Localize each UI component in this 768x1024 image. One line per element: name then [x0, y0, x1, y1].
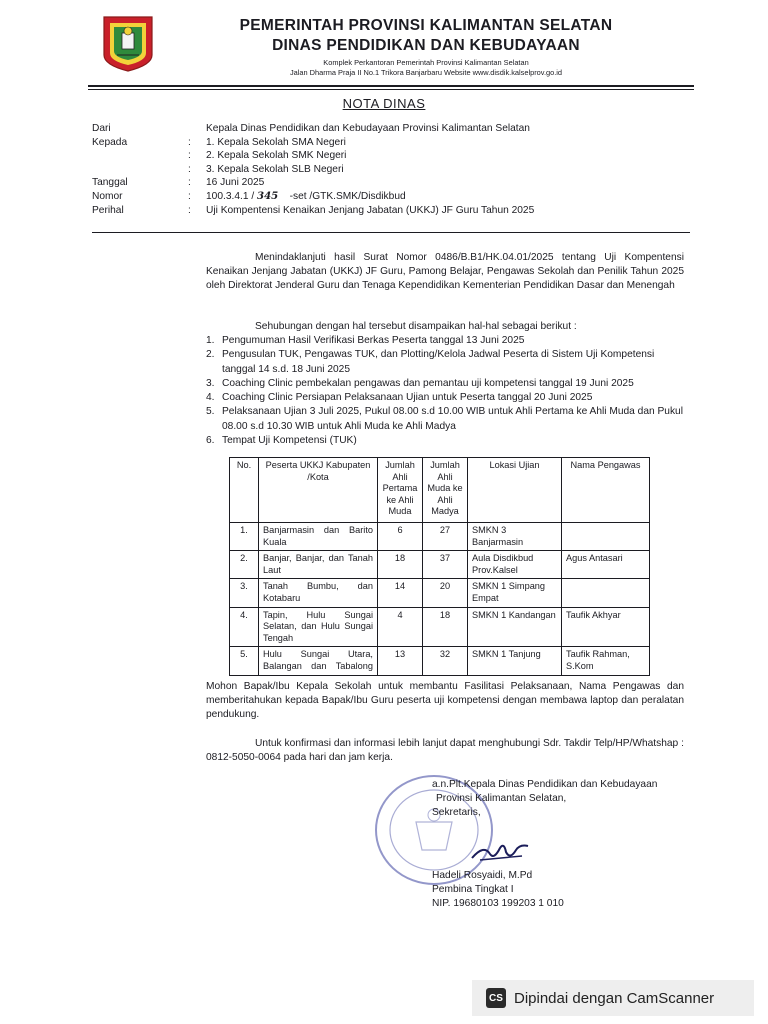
camscanner-badge — [472, 980, 754, 1016]
subject-value: Uji Kompentensi Kenaikan Jenjang Jabatan (UKKJ) JF Guru Tahun 2025 — [206, 204, 535, 216]
paragraph-intro: Menindaklanjuti hasil Surat Nomor 0486/B.B1/HK.04.01/2025 tentang Uji Kompentensi Kenaikan Jenjang Jabatan (UKKJ) JF Guru, Pamong Belajar, Pengawas Sekolah dan Penilik Tahun 2025 oleh Direktorat Jenderal Guru dan Tenaga Kependidikan Kementerian Pendidikan Dasar dan Menengah — [206, 252, 684, 292]
list-item: 6. Tempat Uji Kompetensi (TUK) — [206, 435, 357, 447]
table-row: 4. Tapin, Hulu Sungai Selatan, dan Hulu Sungai Tengah 4 18 SMKN 1 Kandangan Taufik Akhyar — [230, 607, 650, 647]
number-prefix: 100.3.4.1 / — [206, 190, 255, 202]
col-header-supervisor: Nama Pengawas — [562, 458, 650, 523]
col-header-location: Lokasi Ujian — [468, 458, 562, 523]
province-emblem-icon — [100, 15, 156, 73]
camscanner-logo-icon: CS — [486, 988, 506, 1008]
signature-province: Provinsi Kalimantan Selatan, — [436, 793, 567, 805]
colon: : — [188, 177, 191, 189]
list-item: 1. Pengumuman Hasil Verifikasi Berkas Peserta tanggal 13 Juni 2025 — [206, 335, 525, 346]
table-header-row — [230, 458, 650, 523]
camscanner-text: Dipindai dengan CamScanner — [514, 989, 715, 1007]
col-header-count-pertama: Jumlah Ahli Pertama ke Ahli Muda — [378, 458, 423, 523]
colon: : — [188, 163, 191, 175]
table-row: 2. Banjar, Banjar, dan Tanah Laut 18 37 Aula Disdikbud Prov.Kalsel Agus Antasari — [230, 551, 650, 579]
from-value: Kepala Dinas Pendidikan dan Kebudayaan Provinsi Kalimantan Selatan — [206, 123, 530, 134]
signatory-nip: NIP. 19680103 199203 1 010 — [432, 898, 564, 910]
signatory-name: Hadeli Rosyaidi, M.Pd — [432, 869, 533, 881]
signature-block — [432, 778, 657, 911]
number-value — [206, 190, 406, 204]
paragraph-request: Mohon Bapak/Ibu Kepala Sekolah untuk membantu Fasilitasi Pelaksanaan, Nama Pengawas dan memberitahukan kepada Bapak/Ibu Guru peserta uji kompetensi dengan membawa laptop dan peralatan pendukung. — [206, 681, 684, 721]
table-row: 5. Hulu Sungai Utara, Balangan dan Tabalong 13 32 SMKN 1 Tanjung Taufik Rahman, S.Kom — [230, 647, 650, 675]
letterhead-rule-thick — [88, 85, 694, 87]
list-item: 2. Pengusulan TUK, Pengawas TUK, dan Plotting/Kelola Jadwal Peserta di Sistem Uji Kompetensi tanggal 14 s.d. 18 Juni 2025 — [206, 349, 655, 375]
paragraph-contact: Untuk konfirmasi dan informasi lebih lanjut dapat menghubungi Sdr. Takdir Telp/HP/Whatshap : 0812-5050-0064 pada hari dan jam kerja. — [206, 738, 684, 764]
letterhead-agency: DINAS PENDIDIKAN DAN KEBUDAYAAN — [272, 37, 580, 54]
to-value: 3. Kepala Sekolah SLB Negeri — [206, 163, 344, 175]
to-value: 2. Kepala Sekolah SMK Negeri — [206, 150, 347, 162]
paragraph-points-intro: Sehubungan dengan hal tersebut disampaikan hal-hal sebagai berikut : — [255, 321, 577, 332]
letterhead-government: PEMERINTAH PROVINSI KALIMANTAN SELATAN — [239, 17, 613, 34]
signature-position: Sekretaris, — [432, 807, 481, 819]
number-suffix: -set /GTK.SMK/Disdikbud — [289, 190, 406, 202]
letterhead-complex: Komplek Perkantoran Pemerintah Provinsi Kalimantan Selatan — [323, 58, 529, 67]
colon: : — [188, 150, 191, 162]
table-row: 3. Tanah Bumbu, dan Kotabaru 14 20 SMKN 1 Simpang Empat — [230, 579, 650, 607]
col-header-participants: Peserta UKKJ Kabupaten /Kota — [259, 458, 378, 523]
signatory-rank: Pembina Tingkat I — [432, 883, 514, 895]
to-value: 1. Kepala Sekolah SMA Negeri — [206, 136, 346, 148]
colon: : — [188, 136, 191, 148]
number-label: Nomor — [92, 190, 123, 202]
letterhead-address: Jalan Dharma Praja II No.1 Trikora Banjarbaru Website www.disdik.kalselprov.go.id — [289, 68, 563, 77]
date-label: Tanggal — [92, 177, 128, 189]
letterhead — [186, 16, 666, 78]
table-row: 1. Banjarmasin dan Barito Kuala 6 27 SMKN 3 Banjarmasin — [230, 523, 650, 551]
list-item: 5. Pelaksanaan Ujian 3 Juli 2025, Pukul 08.00 s.d 10.00 WIB untuk Ahli Pertama ke Ahli Muda dan Pukul 08.00 s.d 10.30 WIB untuk Ahli Muda ke Ahli Madya — [206, 406, 683, 432]
number-handwritten: 345 — [257, 189, 279, 202]
signature-on-behalf: a.n.Plt.Kepala Dinas Pendidikan dan Kebudayaan — [432, 779, 658, 790]
colon: : — [188, 204, 191, 216]
date-value: 16 Juni 2025 — [206, 177, 265, 189]
header-divider — [92, 232, 690, 233]
subject-label: Perihal — [92, 204, 124, 216]
list-item: 4. Coaching Clinic Persiapan Pelaksanaan Ujian untuk Peserta tanggal 20 Juni 2025 — [206, 392, 593, 404]
col-header-count-muda: Jumlah Ahli Muda ke Ahli Madya — [423, 458, 468, 523]
col-header-no: No. — [230, 458, 259, 523]
tuk-table — [229, 457, 650, 676]
points-list — [206, 334, 686, 448]
letterhead-rule-thin — [88, 89, 694, 90]
colon: : — [188, 190, 191, 202]
to-label: Kepada — [92, 136, 128, 148]
from-label: Dari — [92, 123, 111, 134]
document-title: NOTA DINAS — [342, 96, 426, 111]
list-item: 3. Coaching Clinic pembekalan pengawas dan pemantau uji kompetensi tanggal 19 Juni 2025 — [206, 377, 634, 389]
